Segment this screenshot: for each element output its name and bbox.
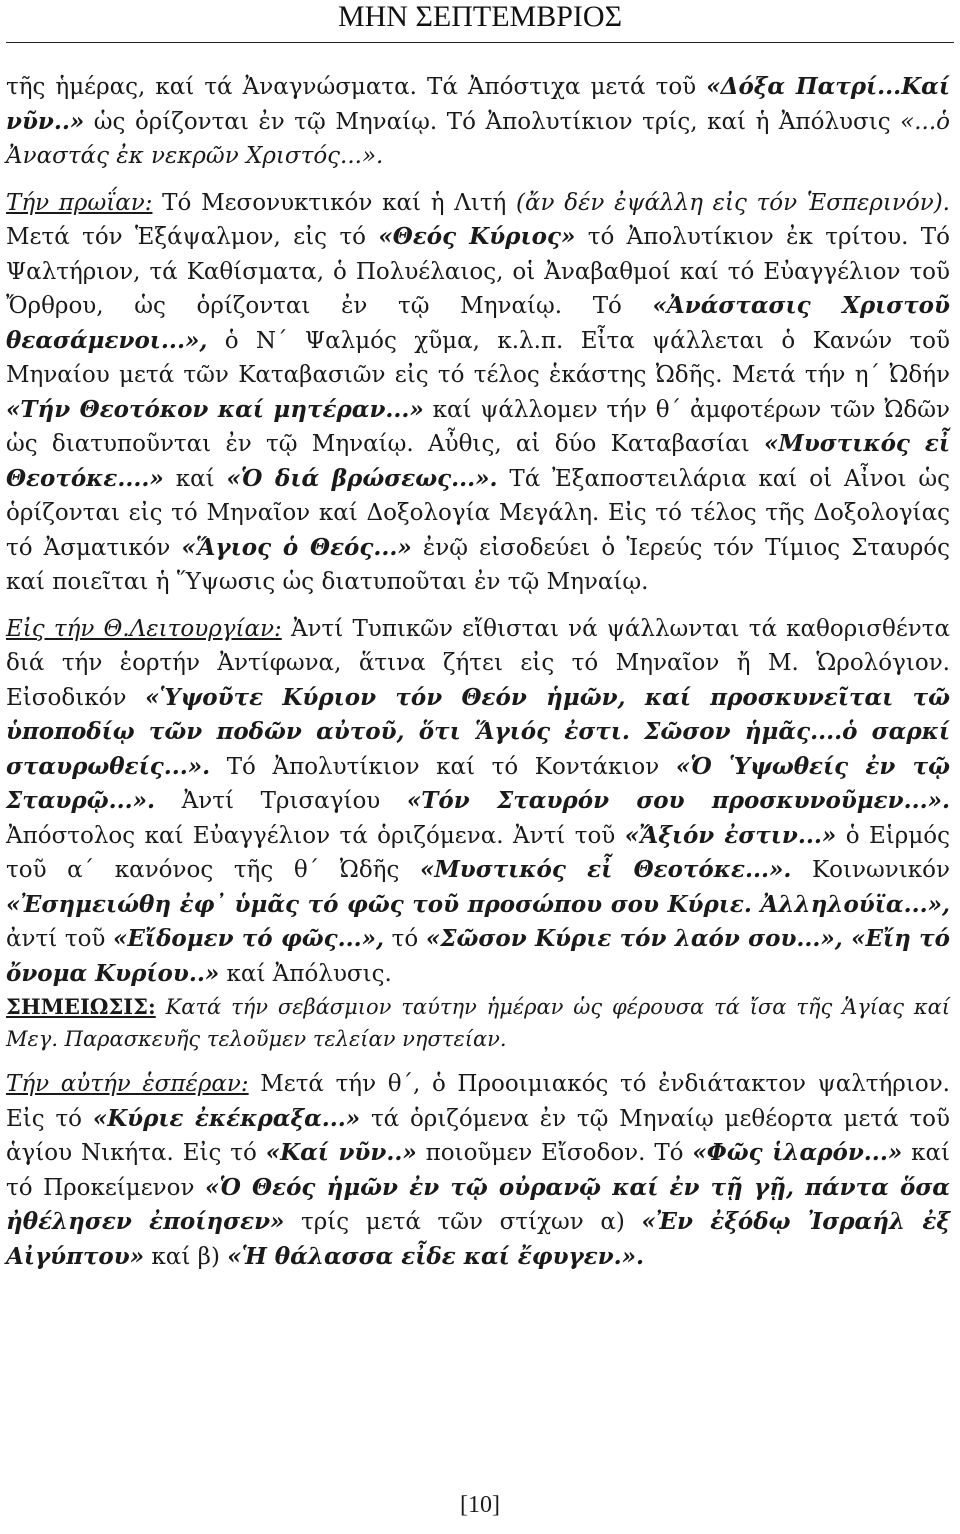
text-run: ὁ Εἱρμός τοῦ α΄ κανόνος τῆς θ΄ Ὠδῆς: [6, 822, 950, 883]
paragraph-liturgy: [6, 612, 950, 992]
text-run: Ἀντί Τρισαγίου: [155, 788, 407, 814]
document-body: [6, 70, 950, 1274]
text-run: καί Ἀπόλυσις.: [219, 960, 392, 987]
page-number: [10]: [460, 1492, 500, 1518]
text-run: τῆς ἡμέρας, καί τά Ἀναγνώσματα. Τά Ἀπόστιχα μετά τοῦ: [6, 74, 707, 100]
header-rule: [6, 42, 954, 43]
text-run: καί τό Προκείμενον: [6, 1140, 950, 1201]
paragraph-morning: [6, 186, 950, 600]
text-run: «Ἡ θάλασσα εἶδε καί ἔφυγεν.».: [227, 1242, 645, 1270]
text-run: ὁ Ν΄ Ψαλμός χῦμα, κ.λ.π. Εἶτα ψάλλεται ὁ Κανών τοῦ Μηναίου μετά τῶν Καταβασιῶν εἰς τό τέλος ἑκάστης Ὠδῆς. Μετά τήν η΄ Ὠδήν: [6, 327, 950, 388]
text-run: «Ὁ Θεός ἡμῶν ἐν τῷ οὐρανῷ καί ἐν τῇ γῇ, πάντα ὅσα ἠθέλησεν ἐποίησεν»: [6, 1173, 950, 1235]
text-run: ἀντί τοῦ: [6, 926, 114, 952]
paragraph-note: [6, 991, 950, 1055]
paragraph-evening: [6, 1067, 950, 1274]
text-run: «Ὁ Ὑψωθείς ἐν τῷ Σταυρῷ...».: [6, 752, 951, 814]
text-run: «Σῶσον Κύριε τόν λαόν σου...», «Εἴη τό ὄνομα Κυρίου..»: [6, 925, 950, 987]
text-run: «Ἐσημειώθη ἐφ᾽ ὑμᾶς τό φῶς τοῦ προσώπου σου Κύριε. Ἀλληλούϊα...»,: [6, 890, 950, 918]
text-run: «Ὁ διά βρώσεως...».: [226, 464, 498, 492]
paragraph-intro: [6, 70, 950, 174]
text-run: Μετά τόν Ἑξάψαλμον, εἰς τό: [6, 224, 379, 250]
page-header: ΜΗΝ ΣΕΠΤΕΜΒΡΙΟΣ: [337, 0, 623, 33]
text-run: «Μυστικός εἶ Θεοτόκε...».: [419, 856, 792, 883]
text-run: «...ὁ Ἀναστάς ἐκ νεκρῶν Χριστός...».: [6, 108, 950, 169]
text-run: καί ψάλλομεν τήν θ΄ ἀμφοτέρων τῶν Ὠδῶν ὡς διατυποῦνται ἐν τῷ Μηναίῳ. Αὖθις, αἱ δύο Καταβασίαι: [6, 396, 950, 457]
text-run: ἐνῷ εἰσοδεύει ὁ Ἱερεύς τόν Τίμιος Σταυρός καί ποιεῖται ἡ Ὕψωσις ὡς διατυποῦται ἐν τῷ Μηναίῳ.: [6, 534, 950, 595]
text-run: τό Ἀπολυτίκιον ἐκ τρίτου. Τό Ψαλτήριον, τά Καθίσματα, ὁ Πολυέλαιος, οἱ Ἀναβαθμοί καί τό Εὐαγγέλιον τοῦ Ὄρθρου, ὡς ὁρίζονται ἐν τῷ Μηναίῳ. Τό: [6, 224, 950, 319]
text-run: «Ἐν ἐξόδῳ Ἰσραήλ ἐξ Αἰγύπτου»: [6, 1208, 950, 1270]
text-run: «Ἀνάστασις Χριστοῦ θεασάμενοι...»,: [6, 292, 950, 354]
text-run: Τό Μεσονυκτικόν καί ἡ Λιτή: [152, 189, 517, 216]
text-run: «Καί νῦν..»: [265, 1139, 417, 1166]
text-run: «Ὑψοῦτε Κύριον τόν Θεόν ἡμῶν, καί προσκυνεῖται τῶ ὑποποδίῳ τῶν ποδῶν αὐτοῦ, ὅτι Ἅγιός ἐστι. Σῶσον ἡμᾶς....ὁ σαρκί σταυρωθείς...».: [6, 683, 950, 780]
text-run: καί: [163, 465, 227, 492]
text-run: καί β): [144, 1243, 228, 1270]
text-run: Τά Ἐξαποστειλάρια καί οἱ Αἶνοι ὡς ὁρίζονται εἰς τό Μηναῖον καί Δοξολογία Μεγάλη. Εἰς τό τέλος τῆς Δοξολογίας τό Ἀσματικόν: [6, 465, 950, 561]
text-run: (ἄν δέν ἐψάλλη εἰς τόν Ἑσπερινόν).: [516, 189, 950, 216]
text-run: Ἀπόστολος καί Εὐαγγέλιον τά ὁριζόμενα. Ἀντί τοῦ: [6, 822, 625, 849]
text-run: «Τήν Θεοτόκον καί μητέραν...»: [6, 395, 424, 423]
text-run: τρίς μετά τῶν στίχων α): [284, 1209, 642, 1235]
text-run: «Θεός Κύριος»: [378, 223, 576, 250]
text-run: Τήν αὐτήν ἑσπέραν:: [6, 1071, 249, 1097]
text-run: ποιοῦμεν Εἴσοδον. Τό: [416, 1140, 693, 1166]
text-run: Τήν πρωΐαν:: [6, 189, 153, 216]
text-run: Εἰς τήν Θ.Λειτουργίαν:: [6, 615, 282, 642]
text-run: Ἀντί Τυπικῶν εἴθισται νά ψάλλωνται τά καθορισθέντα διά τήν ἑορτήν Ἀντίφωνα, ἅτινα ζήτει εἰς τό Μηναῖον ἤ Μ. Ὡρολόγιον. Εἰσοδικόν: [6, 615, 950, 711]
text-run: «Ἅγιος ὁ Θεός...»: [181, 533, 412, 561]
text-run: «Τόν Σταυρόν σου προσκυνοῦμεν...».: [406, 787, 950, 814]
text-run: Κατά τήν σεβάσμιον ταύτην ἡμέραν ὡς φέρουσα τά ἴσα τῆς Ἁγίας καί Μεγ. Παρασκευῆς τελοῦμεν τελείαν νηστείαν.: [6, 995, 950, 1051]
text-run: «Φῶς ἱλαρόν...»: [692, 1139, 903, 1166]
text-run: τό: [384, 926, 426, 952]
text-run: «Κύριε ἐκέκραξα...»: [92, 1104, 361, 1132]
text-run: «Μυστικός εἶ Θεοτόκε....»: [6, 430, 950, 492]
text-run: «Δόξα Πατρί...Καί νῦν..»: [6, 73, 951, 135]
text-run: «Εἴδομεν τό φῶς...»,: [113, 925, 385, 952]
text-run: Τό Ἀπολυτίκιον καί τό Κοντάκιον: [210, 753, 676, 780]
text-run: ΣΗΜΕΙΩΣΙΣ:: [6, 994, 156, 1019]
text-run: ὡς ὁρίζονται ἐν τῷ Μηναίῳ. Τό Ἀπολυτίκιον τρίς, καί ἡ Ἀπόλυσις: [84, 108, 901, 135]
text-run: Μετά τήν θ΄, ὁ Προοιμιακός τό ἐνδιάτακτον ψαλτήριον. Εἰς τό: [6, 1071, 950, 1132]
text-run: «Ἄξιόν ἐστιν...»: [624, 821, 837, 849]
text-run: Κοινωνικόν: [791, 857, 950, 883]
text-run: τά ὁριζόμενα ἐν τῷ Μηναίῳ μεθέορτα μετά τοῦ ἁγίου Νικήτα. Εἰς τό: [6, 1105, 950, 1166]
